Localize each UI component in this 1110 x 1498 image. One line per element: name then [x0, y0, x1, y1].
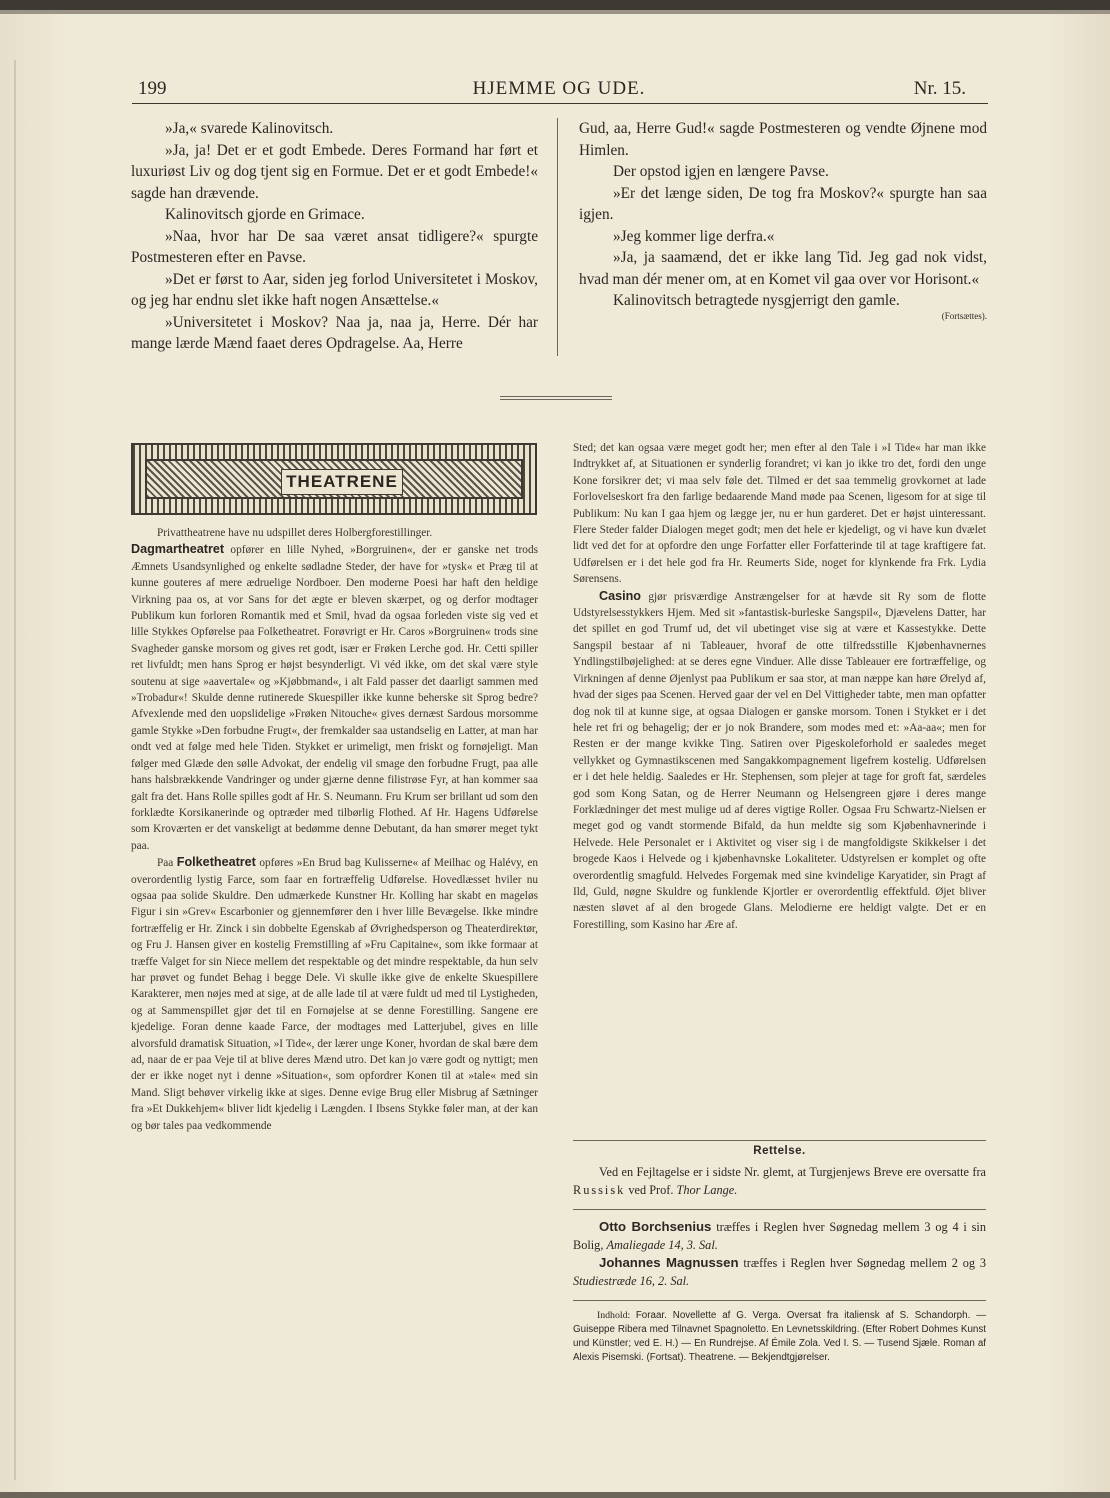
rettelse-name: Thor Lange.	[676, 1183, 738, 1197]
folke-heading: Folketheatret	[176, 855, 256, 870]
story-paragraph: »Jeg kommer lige derfra.«	[613, 227, 775, 245]
folke-paragraph	[131, 854, 538, 1134]
notice-address: Amaliegade 14, 3. Sal.	[606, 1238, 718, 1252]
notice-name: Otto Borchsenius	[599, 1219, 712, 1234]
folke-prefix: Paa	[157, 857, 174, 870]
contents-text: Foraar. Novellette af G. Verga. Oversat fra italiensk af S. Schandorph. — Guiseppe Ribera med Tilnavnet Spagnoletto. En Levnetsskildring. (Efter Robert Dohmes Kunst und Künstler; ved E. H.) — En Rundrejse. Af Émile Zola. Ved I. S. — Tusend Sjæle. Roman af Alexis Pisemski. (Fortsat). Theatrene. — Bekjendtgjørelser.	[573, 1310, 986, 1363]
page-edge-line	[14, 60, 16, 1480]
rettelse-language: Russisk	[573, 1183, 626, 1197]
casino-text: gjør prisværdige Anstrængelser for at hævde sit Ry som de flotte Udstyrelsesstykkers Hjem. Med sit »fantastisk-burleske Sangspil«, Djævelens Datter, har det spillet en god Trumf ud, det vil ubetinget vise sig at være et Kassestykke. Dette Sangspil bestaar af ni Tableauer, hvoraf de otte tilfredsstille Kjøbenhavnernes Yndlingstilbøjelighed: at se deres egne Vinduer. Alle disse Tableauer ere fortræffelige, og Virkningen af denne Øjenlyst paa Publikum er saa stor, at man næppe kan høre Ørelyd af, hvad der siges paa Scenen. Herved gaar der vel en Del Vittigheder tabte, men man opfatter dog nok til at kunne sige, at ogsaa Dialogen er ganske morsom. Tonen i Stykket er i det hele ret fri og behagelig; der er jo nok Brandere, som modes med et: »Aa-aa«; men for Resten er der mange kvikke Ting. Satiren over Pigeskoleforhold er saaledes meget vellykket og Gymnastikscenen med Sangakkompagnement ligefrem kostelig. Udførelsen er i det hele heldig. Saaledes er Hr. Stephensen, som plejer at tage for groft fat, særdeles god som Kong Satan, og de Herrer Neumann og Helsengreen gjøre i deres mange Forklædninger det mest mulige ud af deres vigtige Roller. Ogsaa Fru Schwartz-Nielsen er meget god og vandt stormende Bifald, da hun meldte sig som Kjøbenhavnerinde i Helvede. Hele Personalet er i Aktivitet og viser sig i de mangfoldigste Skikkelser i det brogede Kaos i Helvede og i kjøbenhavnske Lokaliteter. Udstyrelsen er komplet og ofte overordentlig smagfuld. Helvedes Forgemak med sine kvindelige Karyatider, sin Pragt af Ild, Guld, nøgne Skuldre og funklende Kjortler er overordentlig effektfuld. Øjet bliver næsten sløvet af al den brogede Glans. Melodierne ere heldigt valgte. Det er en Forestilling, som Kasino har Ære af.	[573, 590, 986, 931]
casino-paragraph	[573, 588, 986, 934]
notice-list	[573, 1218, 986, 1290]
notice-rule	[573, 1209, 986, 1210]
running-header	[132, 76, 986, 102]
section-separator	[500, 399, 612, 400]
notice-rule	[573, 1140, 986, 1141]
story-paragraph: »Naa, hvor har De saa været ansat tidligere?« spurgte Postmesteren efter en Pavse.	[131, 227, 538, 266]
top-binding-band	[0, 0, 1110, 10]
banner-ornament	[145, 459, 523, 499]
publication-title: HJEMME OG UDE.	[472, 78, 646, 99]
rettelse-text-after: ved Prof.	[628, 1183, 674, 1197]
theatre-right-column	[573, 440, 986, 933]
story-paragraph: Kalinovitsch betragtede nysgjerrigt den gamle.	[613, 292, 900, 309]
notice-item	[573, 1218, 986, 1254]
issue-number: Nr. 15.	[913, 78, 966, 99]
intro-paragraph: Privattheatrene have nu udspillet deres Holbergforestillinger.	[157, 527, 433, 539]
banner-title: THEATRENE	[281, 469, 403, 495]
top-binding-band-inner	[0, 10, 1110, 14]
bottom-band	[0, 1492, 1110, 1498]
notice-text: træffes i Reglen hver Søgnedag mellem 3 og 4 i sin Bolig,	[573, 1220, 986, 1252]
story-paragraph: »Er det længe siden, De tog fra Moskov?« spurgte han saa igjen.	[579, 184, 987, 223]
story-paragraph: »Universitetet i Moskov? Naa ja, naa ja, Herre. Dér har mange lærde Mænd faaet deres Opdragelse. Aa, Herre	[131, 313, 538, 352]
notice-address: Studiestræde 16, 2. Sal.	[573, 1274, 690, 1288]
story-right-column	[579, 118, 987, 327]
story-paragraph: Kalinovitsch gjorde en Grimace.	[165, 206, 365, 223]
rettelse-heading: Rettelse.	[753, 1145, 806, 1157]
notice-text: træffes i Reglen hver Søgnedag mellem 2 og 3	[743, 1256, 986, 1270]
story-left-column	[131, 118, 538, 355]
casino-heading: Casino	[599, 588, 641, 603]
story-paragraph: »Ja, ja! Det er et godt Embede. Deres Formand har ført et luxuriøst Liv og dog tjent sig en Formue. Det er et godt Embede!« sagde han drævende.	[131, 141, 538, 202]
continued-paragraph: Sted; det kan ogsaa være meget godt her; men efter al den Tale i »I Tide« har man ikke Indtrykket af, at Situationen er synderlig forandret; vi kan jo ikke tro det, fordi den unge Kone forsikrer det; vi maa selv føle det. Tilmed er det saa temmelig grovkornet at lade Forlovelseskort fra den farlige bedaarende Mand møde paa Scenen, ligesom for at sige til Publikum: Nu kan I gaa hjem og lægge jer, nu er hun garderet. Det er højst uinteressant. Flere Steder falder Dialogen meget godt; men det hele er kjedeligt, og vi have kun dvælet lidt ved det for at opfordre den unge Forfatter eller Forfatterinde til at tage kraftigere fat. Udførelsen er i det hele god fra Hr. Reumerts Side, noget for klynkende fra Frk. Lydia Sørensens.	[573, 442, 986, 586]
story-paragraph: Der opstod igjen en længere Pavse.	[613, 163, 829, 180]
dagmar-text: opfører en lille Nyhed, »Borgruinen«, der er ganske net trods Æmnets Usandsynlighed og enkelte sødladne Steder, der have for »tysk« et Præg til at kunne gouteres af mere ædruelige Nordboer. Den moderne Poesi har haft den heldige Virkning paa os, at vor Sans for det ægte er bleven skærpet, og og derfor modtager Publikum kun forloren Romantik med et Smil, hvad da ogsaa forleden viste sig ved et lille Stykkes Opførelse paa Folketheatret. Forøvrigt er Hr. Caros »Borgruinen« trods sine Svagheder ganske morsom og gives ret godt, især er Frøken Lerche god. Hr. Cetti spiller ret livfuldt; men hans Sprog er højst besynderligt. Vi véd ikke, om det skal være style soutenu at sige »aavertale« og »Kjøbbmand«, i alt Fald passer det daarligt sammen med »Trobadur«! Skulde denne rutinerede Skuespiller ikke kunne beherske sit Sprog bedre? Afvexlende med den uopslidelige »Frøken Nitouche« gives dernæst Sardous morsomme gamle Stykke »Den forbudne Frugt«, der fremkalder saa ustandselig en Latter, at man har ondt ved at følge med hele Tiden. Stykket er urimeligt, men friskt og fornøjeligt. Man følger med Glæde den sølle Advokat, der endelig vil smage den forbudne Frugt, paa alle hans halsbrækkende Vandringer og under gjærne denne filistrøse Fyr, at han kommer saa galt fra det. Hans Rolle spilles godt af Hr. S. Neumann. Fru Krum ser brillant ud som den forklædte Korsikanerinde og optræder med tilbørlig Flothed. Af Hr. Hagens Udførelse som Kroværten er det vanskeligt at bedømme denne Debutant, da han smører meget tykt paa.	[131, 544, 538, 852]
rettelse-body	[573, 1163, 986, 1199]
theatre-left-column	[131, 525, 538, 1134]
section-separator	[500, 396, 612, 397]
notice-item	[573, 1254, 986, 1290]
contents-box	[573, 1309, 986, 1365]
notice-rule	[573, 1300, 986, 1301]
page-number: 199	[138, 78, 167, 99]
dagmar-paragraph	[131, 541, 538, 854]
story-paragraph: »Det er først to Aar, siden jeg forlod Universitetet i Moskov, og jeg har endnu slet ikke haft nogen Ansættelse.«	[131, 270, 538, 309]
column-divider	[557, 118, 558, 356]
theatre-banner	[131, 443, 537, 515]
header-rule	[132, 103, 988, 104]
contents-label: Indhold:	[597, 1310, 631, 1321]
rettelse-text: Ved en Fejltagelse er i sidste Nr. glemt, at Turgjenjews Breve ere oversatte fra	[599, 1165, 986, 1179]
notice-name: Johannes Magnussen	[599, 1255, 739, 1270]
story-paragraph: »Ja,« svarede Kalinovitsch.	[165, 120, 334, 137]
notices-block	[573, 1140, 986, 1365]
folke-text: opføres »En Brud bag Kulisserne« af Meilhac og Halévy, en overordentlig lystig Farce, som faar en fortræffelig Udførelse. Hovedlæsset hviler nu ogsaa paa solide Skuldre. Den udmærkede Kunstner Hr. Kolling har skabt en mageløs Figur i sin »Grev« Escarbonier og gjennemfører den i hver lille Bevægelse. Ikke mindre fortræffelig er Hr. Zinck i sin dobbelte Egenskab af Øvrighedsperson og Theaterdirektør, og Fru J. Hansen giver en kostelig Fremstilling af »Fru Capitaine«, som ikke formaar at træffe Valget for sin Niece mellem det respektable og det mindre respektable, da hun selv har prøvet og fundet Behag i begge Dele. Vi skulle ikke give de enkelte Skuespillere Karakterer, men nøjes med at sige, at de alle lade til at være fuldt ud med til Lystigheden, og at Sammenspillet gjør det til en Fornøjelse at se denne Forestilling. Sangene ere kjedelige. Foran denne kaade Farce, der modtages med Latterjubel, gives en lille alvorsfuld dramatisk Situation, »I Tide«, der lærer unge Koner, hvordan de skal bære dem ad, naar de er paa Veje til at blive deres Mænd utro. Det kan jo være godt og nyttigt; men der er ikke noget nyt i denne »Situation«, som opfordrer Konen til at »tale« med sin Mand. Sligt behøver virkelig ikke at siges. Denne evige Brug eller Misbrug af Sætninger fra »Et Dukkehjem« bliver lidt kjedelig i Længden. I Ibsens Stykke føler man, at der kan og bør tales paa vedkommende	[131, 857, 539, 1132]
story-paragraph: Gud, aa, Herre Gud!« sagde Postmesteren og vendte Øjnene mod Himlen.	[579, 120, 987, 159]
continued-note: (Fortsættes).	[941, 310, 987, 321]
story-paragraph: »Ja, ja saamænd, det er ikke lang Tid. Jeg gad nok vidst, hvad man dér mener om, at en Komet vil gaa over vor Horisont.«	[579, 249, 987, 288]
dagmar-heading: Dagmartheatret	[131, 542, 225, 557]
